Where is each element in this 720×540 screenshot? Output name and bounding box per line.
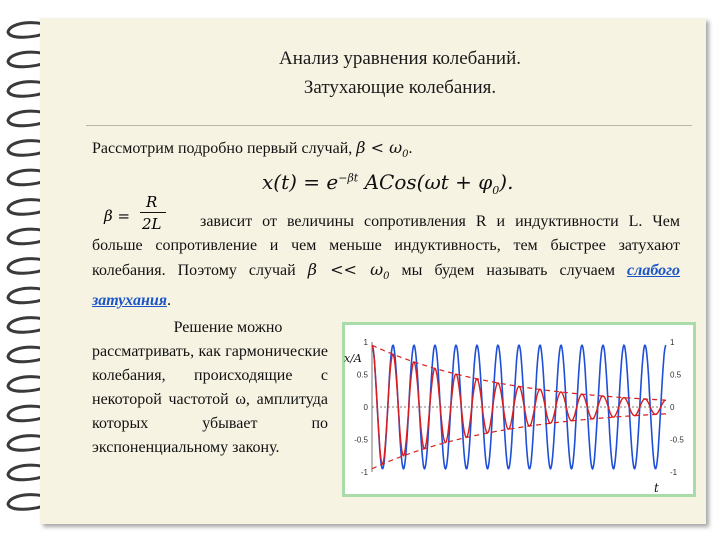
y-tick-label-right: -1: [670, 468, 678, 477]
title-line-2: Затухающие колебания.: [303, 77, 497, 98]
y-tick-label-left: -1: [360, 468, 368, 477]
x-axis-label: t: [654, 481, 659, 495]
y-tick-label-left: -0.5: [354, 435, 368, 445]
intro-condition: $\beta < \omega_0$: [356, 138, 409, 161]
y-tick-label-right: 0.5: [670, 370, 682, 380]
solution-formula: $x(t) = e^{-\beta t}$ ACos(ωt + $\varphi_0$).: [262, 170, 514, 197]
title-line-1: Анализ уравнения колебаний.: [278, 48, 521, 69]
weak-damping-link[interactable]: слабого затухания: [92, 262, 681, 310]
divider: [86, 125, 692, 126]
y-tick-label-left: 0.5: [356, 370, 368, 380]
y-tick-label-left: 0: [363, 403, 368, 412]
oscillation-chart: [342, 322, 696, 497]
y-tick-label-right: 0: [670, 403, 675, 412]
weak-condition: $\beta << \omega_0$: [307, 260, 390, 283]
y-tick-label-right: 1: [670, 338, 675, 347]
solution-description: Решение можно рассматривать, как гармонические колебания, происходящие с некоторой частотой ω, амплитуда которых убывает по экспоненциальному закону.: [92, 319, 328, 456]
chart-frame: [342, 322, 696, 497]
damping-paragraph: зависит от величины сопротивления R и индуктивности L. Чем больше сопротивление и чем меньше индуктивность, тем быстрее затухают колебания. Поэтому случай $\beta << \omega_0$ мы будем называть случаем слабого затухания.: [92, 213, 681, 310]
y-tick-label-left: 1: [363, 338, 368, 347]
intro-text: Рассмотрим подробно первый случай,: [92, 140, 353, 157]
intro-line: Рассмотрим подробно первый случай, $\beta < \omega_0$.: [92, 138, 413, 161]
y-tick-label-right: -0.5: [670, 435, 684, 445]
page-title: [120, 44, 680, 102]
y-axis-label: x/A: [344, 352, 362, 365]
